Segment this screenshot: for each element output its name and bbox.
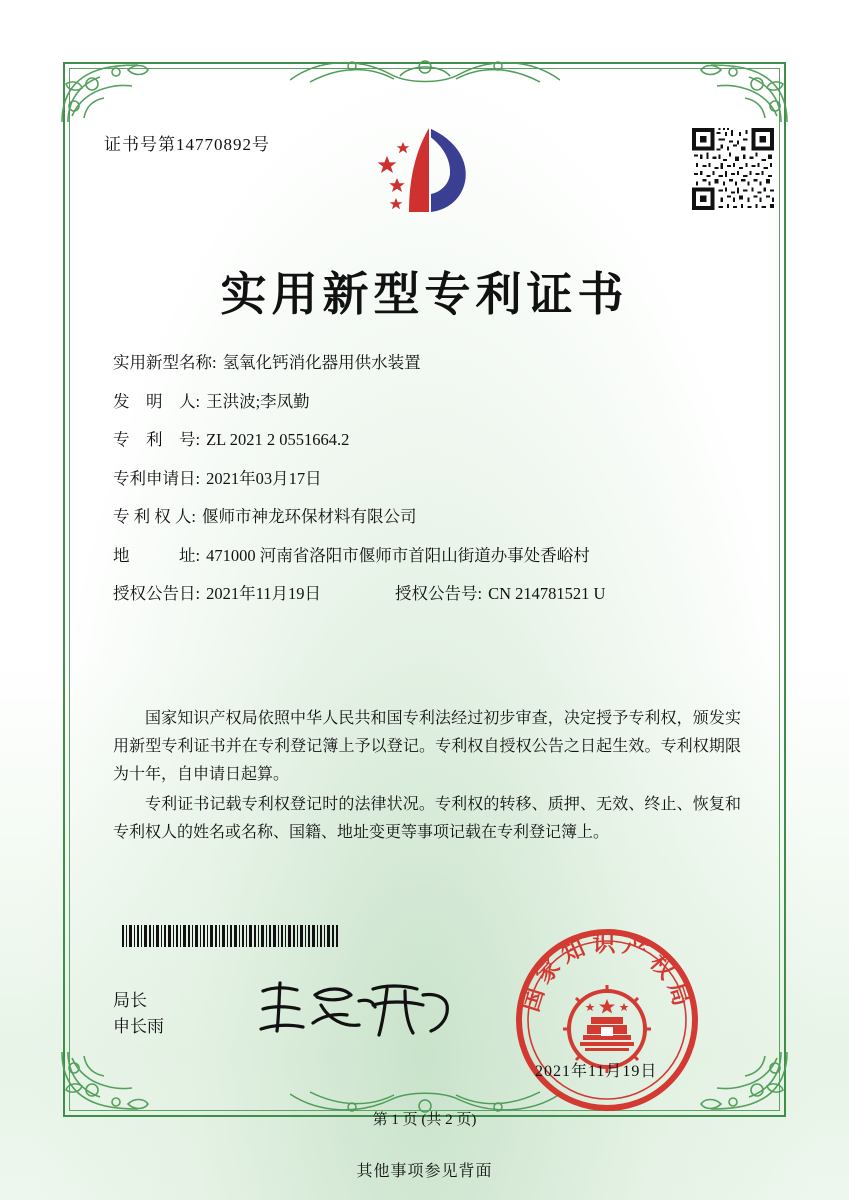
director-title-label: 局长 <box>113 991 147 1010</box>
field-value: 471000 河南省洛阳市偃师市首阳山街道办事处香峪村 <box>206 545 590 565</box>
field-value-announcement-date: 2021年11月19日 <box>206 584 321 603</box>
director-block <box>113 988 164 1040</box>
page-indicator: 第 1 页 (共 2 页) <box>372 1112 477 1128</box>
corner-ornament-icon <box>58 56 154 126</box>
field-patent-number <box>113 429 753 451</box>
field-label-announcement-date: 授权公告日: <box>113 584 201 603</box>
field-utility-model-name <box>113 352 753 374</box>
legal-paragraph-2: 专利证书记载专利权登记时的法律状况。专利权的转移、质押、无效、终止、恢复和专利权人的姓名或名称、国籍、地址变更等事项记载在专利登记簿上。 <box>113 796 741 841</box>
field-inventor <box>113 391 753 413</box>
legal-paragraph-1: 国家知识产权局依照中华人民共和国专利法经过初步审查，决定授予专利权，颁发实用新型专利证书并在专利登记簿上予以登记。专利权自授权公告之日起生效。专利权期限为十年，自申请日起算。 <box>113 710 741 783</box>
field-label: 专 利 号: <box>113 430 201 449</box>
field-application-date <box>113 468 753 490</box>
page-title: 实用新型专利证书 <box>220 267 629 321</box>
seal-date: 2021年11月19日 <box>535 1063 658 1080</box>
official-red-seal <box>512 925 702 1115</box>
corner-ornament-icon <box>695 56 791 126</box>
field-value: 偃师市神龙环保材料有限公司 <box>201 507 417 526</box>
certificate-number: 证书号第14770892号 <box>104 135 270 154</box>
field-announcement <box>113 583 753 605</box>
patent-fields <box>113 352 753 622</box>
barcode <box>122 925 340 947</box>
field-label: 专 利 权 人: <box>113 507 196 526</box>
handwritten-signature <box>255 975 455 1045</box>
field-label: 实用新型名称: <box>113 353 217 372</box>
director-name: 申长雨 <box>113 1017 164 1036</box>
field-value: 王洪波;李凤勤 <box>206 391 310 411</box>
field-address <box>113 545 753 567</box>
field-label-announcement-number: 授权公告号: <box>394 584 483 603</box>
field-label: 专利申请日: <box>113 468 201 488</box>
field-label: 发 明 人: <box>113 391 201 411</box>
field-patentee <box>113 506 753 528</box>
field-value: 2021年03月17日 <box>206 468 322 488</box>
legal-text <box>113 705 741 849</box>
field-value: 氢氧化钙消化器用供水装置 <box>222 353 421 372</box>
footer-note: 其他事项参见背面 <box>356 1163 493 1180</box>
field-value-announcement-number: CN 214781521 U <box>488 584 606 603</box>
cnipa-emblem-icon <box>373 120 483 230</box>
svg-text:国家知识产权局: 国家知识产权局 <box>517 931 697 1015</box>
field-label: 地 址: <box>113 545 201 565</box>
field-value: ZL 2021 2 0551664.2 <box>206 430 350 449</box>
top-garland-ornament-icon <box>290 50 560 90</box>
qr-code-icon <box>690 126 776 212</box>
